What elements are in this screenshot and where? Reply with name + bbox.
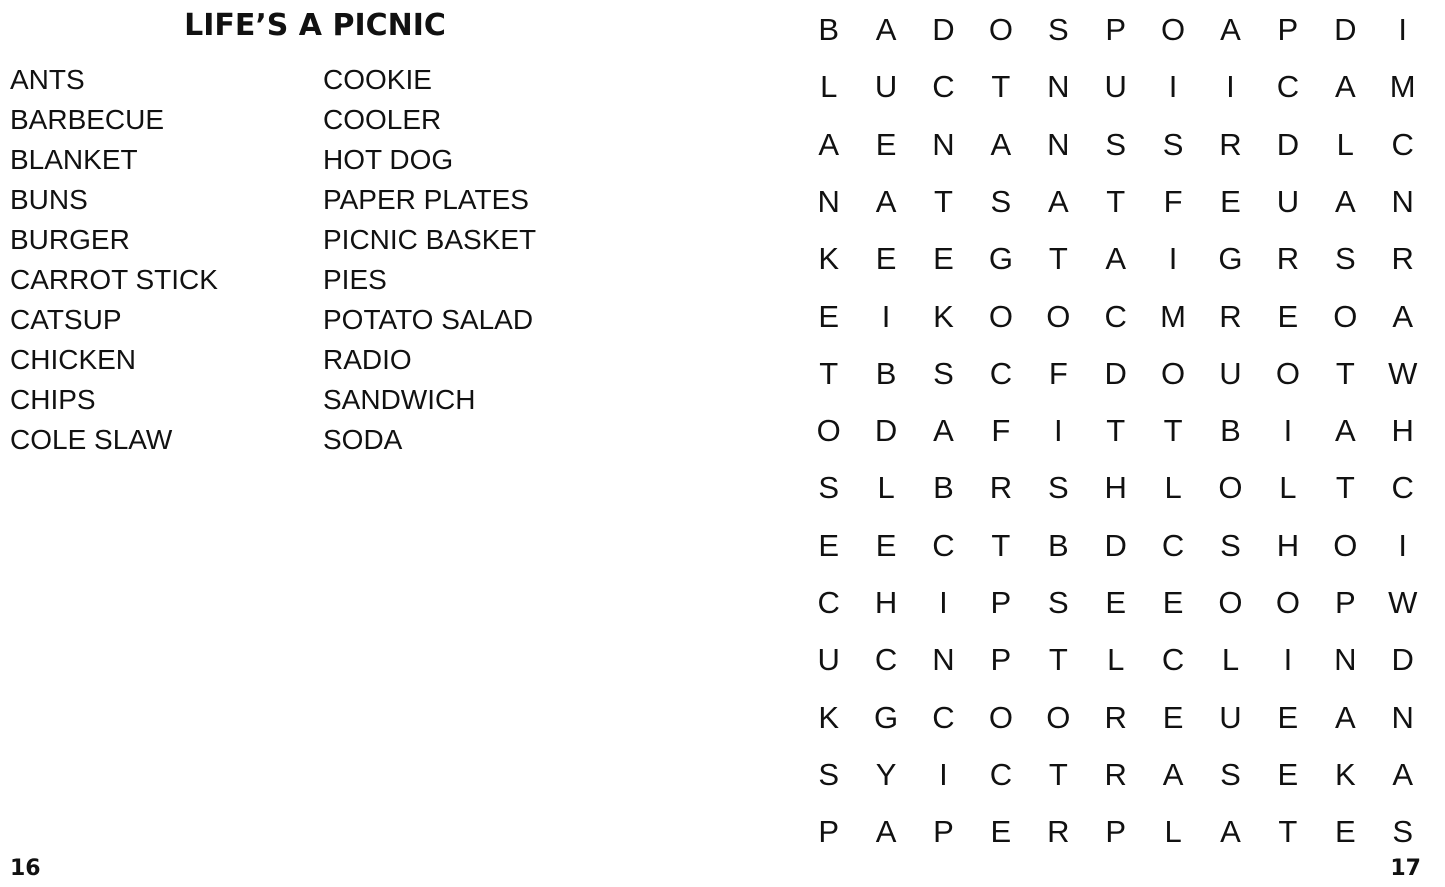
- grid-row: [800, 631, 1430, 688]
- grid-letter: A: [990, 126, 1012, 162]
- grid-letter: A: [875, 183, 897, 219]
- word-list-item: PIES: [323, 264, 387, 295]
- grid-row: [800, 1, 1430, 58]
- grid-letter: E: [818, 527, 840, 563]
- grid-letter: O: [816, 413, 841, 449]
- grid-row: [800, 58, 1430, 115]
- grid-letter: W: [1388, 585, 1418, 620]
- grid-letter: F: [991, 413, 1011, 449]
- grid-letter: S: [1047, 585, 1069, 620]
- grid-letter: S: [1105, 126, 1127, 162]
- grid-letter: A: [875, 814, 897, 850]
- grid-letter: P: [990, 585, 1012, 620]
- grid-letter: R: [1391, 241, 1414, 277]
- grid-letter: N: [1391, 183, 1414, 219]
- word-list-item: RADIO: [323, 344, 412, 375]
- word-list-item: CHIPS: [10, 384, 96, 415]
- grid-letter: P: [1277, 12, 1299, 47]
- grid-letter: C: [932, 527, 955, 563]
- grid-letter: T: [1106, 183, 1126, 219]
- grid-letter: D: [874, 413, 898, 449]
- grid-letter: G: [988, 241, 1013, 277]
- grid-letter: C: [817, 585, 840, 620]
- grid-letter: N: [1391, 699, 1414, 735]
- grid-row: [800, 116, 1430, 173]
- grid-letter: L: [1107, 642, 1125, 678]
- grid-letter: H: [1391, 413, 1414, 449]
- grid-row: [800, 345, 1430, 402]
- grid-letter: H: [1276, 527, 1300, 563]
- word-list-item: COLE SLAW: [10, 424, 173, 455]
- grid-letter: C: [1276, 69, 1300, 105]
- grid-letter: C: [1161, 642, 1185, 678]
- grid-letter: D: [1276, 126, 1300, 162]
- grid-letter: C: [932, 699, 955, 735]
- grid-letter: T: [934, 183, 953, 219]
- grid-letter: A: [1334, 413, 1356, 449]
- grid-letter: P: [1334, 585, 1356, 620]
- grid-letter: O: [1275, 355, 1300, 391]
- word-search-grid: [800, 0, 1430, 860]
- grid-letter: K: [818, 241, 840, 277]
- grid-letter: P: [933, 814, 954, 850]
- grid-letter: E: [818, 298, 840, 334]
- grid-row: [800, 288, 1430, 345]
- page-number-right: 17: [1390, 856, 1421, 881]
- grid-letter: S: [990, 183, 1012, 219]
- grid-letter: A: [1220, 12, 1241, 47]
- grid-letter: I: [939, 585, 948, 620]
- grid-letter: E: [1277, 699, 1299, 735]
- grid-letter: M: [1160, 298, 1186, 334]
- grid-letter: R: [1276, 241, 1300, 277]
- grid-letter: D: [1104, 527, 1127, 563]
- grid-letter: R: [989, 470, 1013, 506]
- grid-letter: D: [1391, 642, 1414, 678]
- grid-letter: T: [991, 69, 1011, 105]
- grid-letter: E: [1334, 814, 1356, 850]
- grid-letter: E: [990, 814, 1012, 850]
- grid-letter: S: [1220, 756, 1241, 792]
- puzzle-title: LIFE’S A PICNIC: [184, 8, 446, 43]
- word-list-item: COOKIE: [323, 64, 432, 95]
- grid-letter: E: [875, 126, 897, 162]
- grid-letter: T: [991, 527, 1011, 563]
- grid-letter: L: [1279, 470, 1297, 506]
- grid-letter: A: [1334, 69, 1356, 105]
- grid-letter: R: [1219, 126, 1242, 162]
- grid-letter: C: [989, 355, 1013, 391]
- grid-letter: B: [818, 12, 840, 47]
- grid-letter: L: [877, 470, 895, 506]
- grid-row: [800, 746, 1430, 803]
- grid-row: [800, 459, 1430, 516]
- right-page: [720, 0, 1445, 887]
- grid-letter: U: [817, 642, 840, 678]
- word-list-item: BLANKET: [10, 144, 138, 175]
- grid-letter: L: [1221, 642, 1240, 678]
- grid-letter: P: [1105, 12, 1127, 47]
- grid-letter: I: [939, 756, 948, 792]
- grid-letter: O: [1275, 585, 1300, 620]
- word-list-item: SODA: [323, 424, 403, 455]
- grid-letter: R: [1104, 756, 1127, 792]
- grid-letter: T: [819, 355, 839, 391]
- grid-letter: L: [1164, 470, 1182, 506]
- grid-letter: A: [1047, 183, 1069, 219]
- word-list-item: COOLER: [323, 104, 442, 135]
- grid-letter: N: [932, 642, 955, 678]
- grid-letter: O: [1161, 12, 1186, 47]
- grid-letter: O: [1046, 298, 1071, 334]
- grid-letter: E: [875, 241, 897, 277]
- grid-letter: C: [874, 642, 898, 678]
- grid-letter: P: [990, 642, 1012, 678]
- grid-letter: B: [875, 355, 897, 391]
- word-list-item: BURGER: [10, 224, 130, 255]
- grid-letter: O: [988, 12, 1013, 47]
- grid-row: [800, 173, 1430, 230]
- grid-letter: L: [1164, 814, 1182, 850]
- grid-letter: I: [1053, 413, 1063, 449]
- grid-letter: C: [1161, 527, 1185, 563]
- grid-letter: N: [1047, 126, 1070, 162]
- grid-letter: A: [933, 413, 954, 449]
- grid-letter: Y: [875, 756, 897, 792]
- grid-letter: T: [1048, 642, 1068, 678]
- grid-letter: R: [1219, 298, 1242, 334]
- grid-letter: T: [1278, 814, 1298, 850]
- grid-letter: T: [1163, 413, 1183, 449]
- word-list-item: BARBECUE: [10, 104, 165, 135]
- grid-letter: I: [1168, 69, 1178, 105]
- grid-letter: I: [1283, 413, 1293, 449]
- grid-letter: B: [1047, 527, 1069, 563]
- grid-row: [800, 517, 1430, 574]
- grid-letter: A: [1105, 241, 1127, 277]
- word-list-item: BUNS: [10, 184, 88, 215]
- grid-letter: K: [818, 699, 840, 735]
- grid-letter: E: [1105, 585, 1127, 620]
- grid-letter: I: [1283, 642, 1293, 678]
- grid-letter: D: [1104, 355, 1127, 391]
- grid-letter: H: [1104, 470, 1127, 506]
- grid-letter: C: [1391, 470, 1414, 506]
- grid-letter: E: [933, 241, 954, 277]
- grid-letter: E: [1162, 585, 1184, 620]
- word-list-item: PAPER PLATES: [323, 184, 529, 215]
- grid-letter: E: [1220, 183, 1241, 219]
- grid-letter: O: [1333, 298, 1358, 334]
- grid-letter: O: [988, 699, 1013, 735]
- grid-letter: N: [1047, 69, 1070, 105]
- word-list-item: SANDWICH: [323, 384, 476, 415]
- grid-letter: E: [1277, 756, 1299, 792]
- grid-letter: N: [817, 183, 840, 219]
- grid-letter: E: [875, 527, 897, 563]
- grid-letter: I: [1398, 12, 1407, 47]
- grid-letter: A: [1334, 699, 1356, 735]
- grid-letter: M: [1389, 69, 1416, 105]
- grid-row: [800, 402, 1430, 459]
- grid-letter: K: [933, 298, 954, 334]
- grid-letter: N: [1334, 642, 1357, 678]
- grid-letter: O: [1218, 585, 1243, 620]
- word-list-item: POTATO SALAD: [323, 304, 534, 335]
- grid-letter: K: [1334, 756, 1356, 792]
- grid-letter: G: [1218, 241, 1243, 277]
- grid-letter: O: [1161, 355, 1186, 391]
- grid-letter: S: [1047, 470, 1069, 506]
- page-number-left: 16: [10, 856, 41, 881]
- word-list-item: CARROT STICK: [10, 264, 218, 295]
- word-list-column-1: [10, 60, 218, 460]
- grid-letter: A: [1392, 298, 1414, 334]
- grid-letter: S: [1162, 126, 1184, 162]
- grid-letter: T: [1106, 413, 1126, 449]
- grid-letter: S: [1334, 241, 1356, 277]
- grid-letter: B: [933, 470, 954, 506]
- word-list-item: PICNIC BASKET: [323, 224, 537, 255]
- grid-letter: U: [1219, 355, 1242, 391]
- grid-letter: U: [1104, 69, 1127, 105]
- grid-letter: D: [1334, 12, 1357, 47]
- grid-letter: B: [1220, 413, 1241, 449]
- grid-letter: G: [874, 699, 899, 735]
- grid-row: [800, 803, 1430, 860]
- grid-letter: L: [1336, 126, 1354, 162]
- grid-letter: U: [1219, 699, 1242, 735]
- grid-letter: S: [818, 470, 840, 506]
- grid-letter: S: [1047, 12, 1069, 47]
- grid-letter: C: [932, 69, 955, 105]
- grid-row: [800, 574, 1430, 631]
- grid-letter: L: [820, 69, 838, 105]
- grid-letter: F: [1163, 183, 1183, 219]
- grid-letter: R: [1104, 699, 1127, 735]
- grid-letter: A: [1334, 183, 1356, 219]
- grid-letter: D: [932, 12, 955, 47]
- grid-letter: S: [1220, 527, 1241, 563]
- grid-letter: S: [933, 355, 954, 391]
- grid-letter: O: [1046, 699, 1071, 735]
- grid-letter: C: [989, 756, 1013, 792]
- word-list-item: HOT DOG: [323, 144, 454, 175]
- word-list-item: CHICKEN: [10, 344, 137, 375]
- grid-letter: I: [1168, 241, 1178, 277]
- grid-letter: H: [874, 585, 898, 620]
- grid-letter: R: [1047, 814, 1070, 850]
- grid-letter: I: [881, 298, 891, 334]
- grid-letter: U: [874, 69, 898, 105]
- grid-letter: T: [1048, 241, 1068, 277]
- grid-row: [800, 230, 1430, 287]
- grid-letter: O: [988, 298, 1013, 334]
- grid-letter: N: [932, 126, 955, 162]
- grid-letter: T: [1335, 355, 1355, 391]
- grid-letter: S: [818, 756, 840, 792]
- grid-letter: S: [1392, 814, 1414, 850]
- grid-row: [800, 689, 1430, 746]
- grid-letter: A: [875, 12, 897, 47]
- grid-letter: T: [1335, 470, 1355, 506]
- grid-letter: E: [1162, 699, 1184, 735]
- grid-letter: W: [1388, 355, 1418, 391]
- grid-letter: O: [1218, 470, 1243, 506]
- grid-letter: A: [1162, 756, 1184, 792]
- grid-letter: O: [1333, 527, 1358, 563]
- grid-letter: P: [1105, 814, 1127, 850]
- word-list-item: CATSUP: [10, 304, 122, 335]
- word-list-item: ANTS: [10, 64, 85, 95]
- grid-letter: I: [1398, 527, 1407, 563]
- grid-letter: F: [1048, 355, 1068, 391]
- grid-letter: A: [818, 126, 840, 162]
- grid-letter: A: [1392, 756, 1414, 792]
- grid-letter: A: [1220, 814, 1241, 850]
- grid-letter: C: [1104, 298, 1127, 334]
- word-list-column-2: [323, 60, 536, 460]
- grid-letter: P: [818, 814, 840, 850]
- grid-letter: I: [1226, 69, 1235, 105]
- left-page: [0, 0, 640, 887]
- grid-letter: U: [1276, 183, 1300, 219]
- grid-letter: T: [1048, 756, 1068, 792]
- grid-letter: C: [1391, 126, 1414, 162]
- grid-letter: E: [1277, 298, 1299, 334]
